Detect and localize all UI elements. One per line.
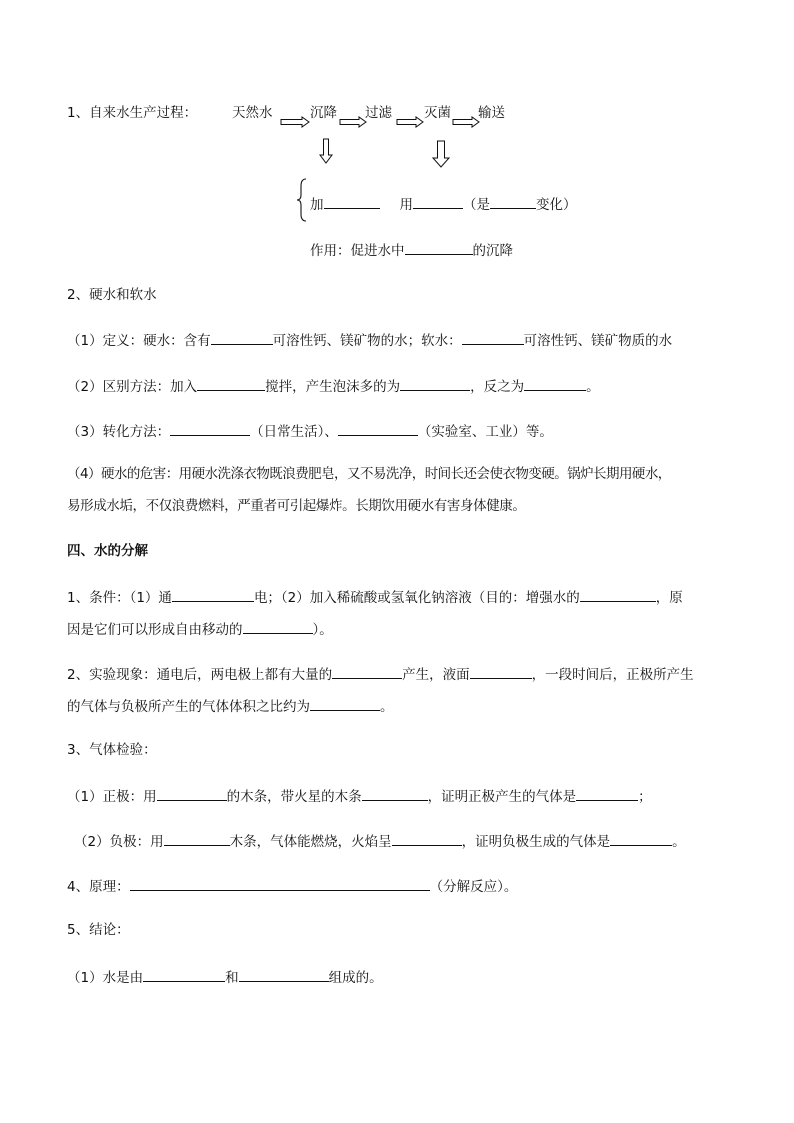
text: 2、实验现象：通电后，两电极上都有大量的	[67, 667, 333, 683]
arrow-right-icon	[452, 116, 480, 128]
blank	[157, 786, 227, 801]
paragraph	[67, 696, 394, 716]
text: ）。	[312, 622, 333, 638]
paragraph: （4）硬水的危害：用硬水洗涤衣物既浪费肥皂，又不易洗净，时间长还会使衣物变硬。锅炉长期用硬水，	[67, 466, 671, 482]
text: （3）转化方法：	[67, 424, 171, 440]
effect-line	[310, 240, 513, 260]
blank	[524, 376, 586, 391]
blank	[490, 194, 536, 209]
text: （2）负极：用	[74, 834, 164, 850]
text: ；	[638, 789, 652, 805]
text: （1）定义：硬水：含有	[67, 333, 211, 349]
arrow-right-icon	[280, 116, 310, 128]
blank	[405, 240, 473, 255]
text: ，证明负极生成的气体是	[461, 834, 611, 850]
blank	[243, 619, 313, 634]
text: 电；（2）加入稀硫酸或氢氧化钠溶液（目的：增强水的	[253, 590, 580, 606]
text: 可溶性钙、镁矿物质的水	[523, 333, 673, 349]
paragraph: 5、结论：	[67, 922, 130, 938]
text: 搅拌，产生泡沫多的为	[265, 379, 401, 395]
paragraph	[67, 376, 600, 396]
text: 变化）	[536, 197, 577, 213]
arrow-down-icon	[432, 140, 450, 168]
blank	[130, 876, 430, 891]
text: （日常生活）、	[250, 424, 338, 440]
paragraph	[67, 619, 333, 639]
paragraph	[67, 587, 683, 607]
text: 用	[399, 197, 413, 213]
text: 产生，液面	[402, 667, 470, 683]
blank	[172, 587, 254, 602]
blank	[400, 376, 470, 391]
curly-brace-icon	[296, 178, 308, 222]
text: ，原	[655, 590, 683, 606]
text: （分解反应）。	[429, 879, 518, 895]
paragraph	[67, 330, 672, 350]
text: 的沉降	[472, 243, 513, 259]
text: （是	[463, 197, 490, 213]
paragraph	[67, 664, 694, 684]
flow-step-5: 输送	[478, 105, 505, 121]
text: ，反之为	[470, 379, 525, 395]
text: （1）水是由	[67, 970, 144, 986]
paragraph	[67, 967, 383, 987]
text: 4、原理：	[67, 879, 130, 895]
blank	[239, 967, 329, 982]
blank	[143, 967, 225, 982]
text: （2）区别方法：加入	[67, 379, 198, 395]
blank	[197, 376, 265, 391]
text: 。	[380, 699, 394, 715]
text: 的气体与负极所产生的气体体积之比约为	[67, 699, 310, 715]
blank	[392, 831, 462, 846]
blank	[211, 330, 273, 345]
blank	[462, 330, 524, 345]
arrow-right-icon	[396, 116, 424, 128]
text: 木条，气体能燃烧，火焰呈	[229, 834, 392, 850]
arrow-down-icon	[319, 138, 333, 164]
blank	[580, 587, 656, 602]
paragraph: 3、气体检验：	[67, 742, 157, 758]
blank	[610, 831, 672, 846]
text: （1）正极：用	[67, 789, 157, 805]
flow-step-1: 天然水	[232, 105, 273, 121]
blank	[170, 421, 250, 436]
text: 作用：促进水中	[310, 243, 405, 259]
blank	[470, 664, 532, 679]
blank	[324, 194, 380, 209]
text: 因是它们可以形成自由移动的	[67, 622, 243, 638]
text: （实验室、工业）等。	[417, 424, 553, 440]
text: ，一段时间后，正极所产生	[531, 667, 694, 683]
blank	[332, 664, 402, 679]
blank	[413, 194, 463, 209]
text: 可溶性钙、镁矿物的水；软水：	[272, 333, 462, 349]
section-title: 2、硬水和软水	[67, 287, 157, 303]
blank	[164, 831, 230, 846]
blank	[362, 786, 428, 801]
arrow-right-icon	[339, 116, 367, 128]
paragraph	[67, 786, 652, 806]
text: 1、条件：（1）通	[67, 590, 172, 606]
paragraph	[67, 876, 517, 896]
section-heading: 四、水的分解	[67, 543, 148, 559]
flow-label: 1、自来水生产过程：	[67, 105, 198, 121]
flow-step-4: 灭菌	[424, 105, 451, 121]
text: 加	[310, 197, 324, 213]
blank	[338, 421, 418, 436]
blank	[576, 786, 638, 801]
text: 组成的。	[328, 970, 383, 986]
text: 的木条，带火星的木条	[226, 789, 362, 805]
text: ，证明正极产生的气体是	[427, 789, 577, 805]
blank	[310, 696, 380, 711]
paragraph	[74, 831, 686, 851]
bracket-line	[310, 194, 577, 214]
text: 和	[225, 970, 239, 986]
flow-step-2: 沉降	[310, 105, 337, 121]
text: 。	[672, 834, 686, 850]
flow-step-3: 过滤	[365, 105, 392, 121]
paragraph: 易形成水垢，不仅浪费燃料，严重者可引起爆炸。长期饮用硬水有害身体健康。	[67, 498, 526, 514]
text: 。	[586, 379, 600, 395]
paragraph	[67, 421, 553, 441]
